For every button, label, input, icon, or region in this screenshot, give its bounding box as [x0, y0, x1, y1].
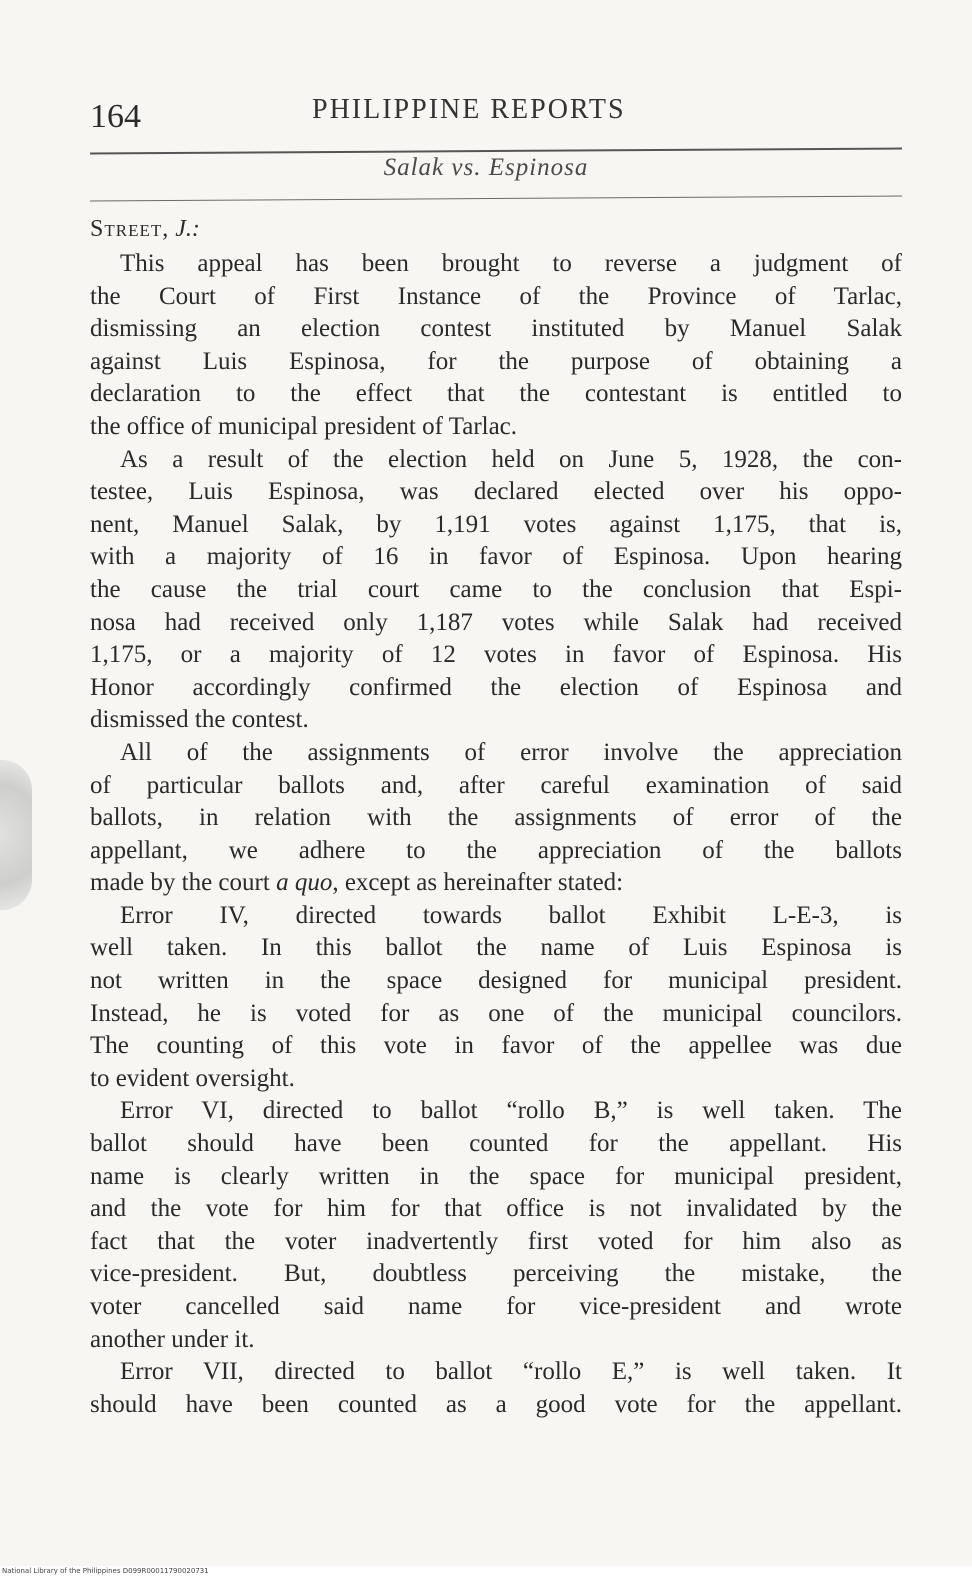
text-line: nosa had received only 1,187 votes while Salak had received	[90, 608, 902, 636]
author-name: Street,	[90, 216, 170, 242]
binding-ring-shadow	[0, 760, 32, 910]
text-line: declaration to the effect that the contestant is entitled to	[90, 380, 902, 408]
footer-text: National Library of the Philippines D099R00011790020731	[2, 1567, 209, 1575]
text-line: dismissing an election contest instituted by Manuel Salak	[90, 315, 902, 343]
text-line: Error IV, directed towards ballot Exhibit L-E-3, is	[120, 901, 902, 929]
text-line: ballots, in relation with the assignments of error of the	[90, 804, 902, 832]
text-line: The counting of this vote in favor of the appellee was due	[90, 1032, 902, 1060]
text-line: 1,175, or a majority of 12 votes in favor of Espinosa. His	[90, 641, 902, 669]
opinion-author	[90, 210, 902, 248]
text-line: vice-president. But, doubtless perceiving the mistake, the	[90, 1260, 902, 1288]
text-line: not written in the space designed for municipal president.	[90, 967, 902, 995]
text-line: the cause the trial court came to the conclusion that Espi-	[90, 575, 902, 603]
paragraph-6	[90, 1356, 902, 1421]
text-line: the office of municipal president of Tarlac.	[90, 412, 518, 440]
text-line: testee, Luis Espinosa, was declared elected over his oppo-	[90, 478, 902, 506]
case-title-rule	[90, 196, 902, 202]
text-line: should have been counted as a good vote for the appellant.	[90, 1390, 902, 1418]
text-line: the Court of First Instance of the Province of Tarlac,	[90, 282, 902, 310]
page-number: 164	[90, 98, 141, 135]
text-line: appellant, we adhere to the appreciation of the ballots	[90, 836, 902, 864]
case-title: Salak vs. Espinosa	[383, 154, 589, 181]
text-line: and the vote for him for that office is not invalidated by the	[90, 1195, 902, 1223]
text-line: against Luis Espinosa, for the purpose of obtaining a	[90, 347, 902, 375]
text-fragment: made by the court	[90, 869, 270, 897]
text-line: Error VII, directed to ballot “rollo E,” is well taken. It	[120, 1358, 902, 1386]
text-line: fact that the voter inadvertently first voted for him also as	[90, 1227, 902, 1255]
page-header	[90, 92, 902, 152]
running-title: PHILIPPINE REPORTS	[312, 94, 626, 125]
text-line: Error VI, directed to ballot “rollo B,” is well taken. The	[120, 1097, 902, 1125]
paragraph-5	[90, 1095, 902, 1356]
text-line: As a result of the election held on June 5, 1928, the con-	[120, 445, 902, 473]
text-line: dismissed the contest.	[90, 706, 309, 734]
text-line: voter cancelled said name for vice-president and wrote	[90, 1293, 902, 1320]
paragraph-1	[90, 248, 902, 444]
text-line: nent, Manuel Salak, by 1,191 votes against 1,175, that is,	[90, 510, 902, 538]
paragraph-3	[90, 737, 902, 900]
paragraph-4	[90, 900, 902, 1096]
text-line: Instead, he is voted for as one of the municipal councilors.	[90, 999, 902, 1027]
text-line: to evident oversight.	[90, 1064, 295, 1092]
text-line: of particular ballots and, after careful examination of said	[90, 771, 902, 799]
latin-phrase: a quo	[276, 869, 333, 897]
text-line: Honor accordingly confirmed the election of Espinosa and	[90, 673, 902, 701]
text-line	[90, 867, 902, 900]
text-line: another under it.	[90, 1325, 255, 1353]
text-line: All of the assignments of error involve the appreciation	[120, 738, 902, 766]
scan-footer	[0, 1566, 972, 1580]
text-line: This appeal has been brought to reverse a judgment of	[120, 250, 902, 277]
text-line: name is clearly written in the space for municipal president,	[90, 1162, 902, 1190]
author-suffix: J.:	[175, 216, 200, 242]
opinion-body	[90, 210, 902, 1421]
text-line: ballot should have been counted for the appellant. His	[90, 1130, 902, 1158]
text-line: well taken. In this ballot the name of Luis Espinosa is	[90, 934, 902, 962]
text-fragment: , except as hereinafter stated:	[332, 869, 624, 897]
text-line: with a majority of 16 in favor of Espinosa. Upon hearing	[90, 543, 902, 571]
paragraph-2	[90, 444, 902, 737]
